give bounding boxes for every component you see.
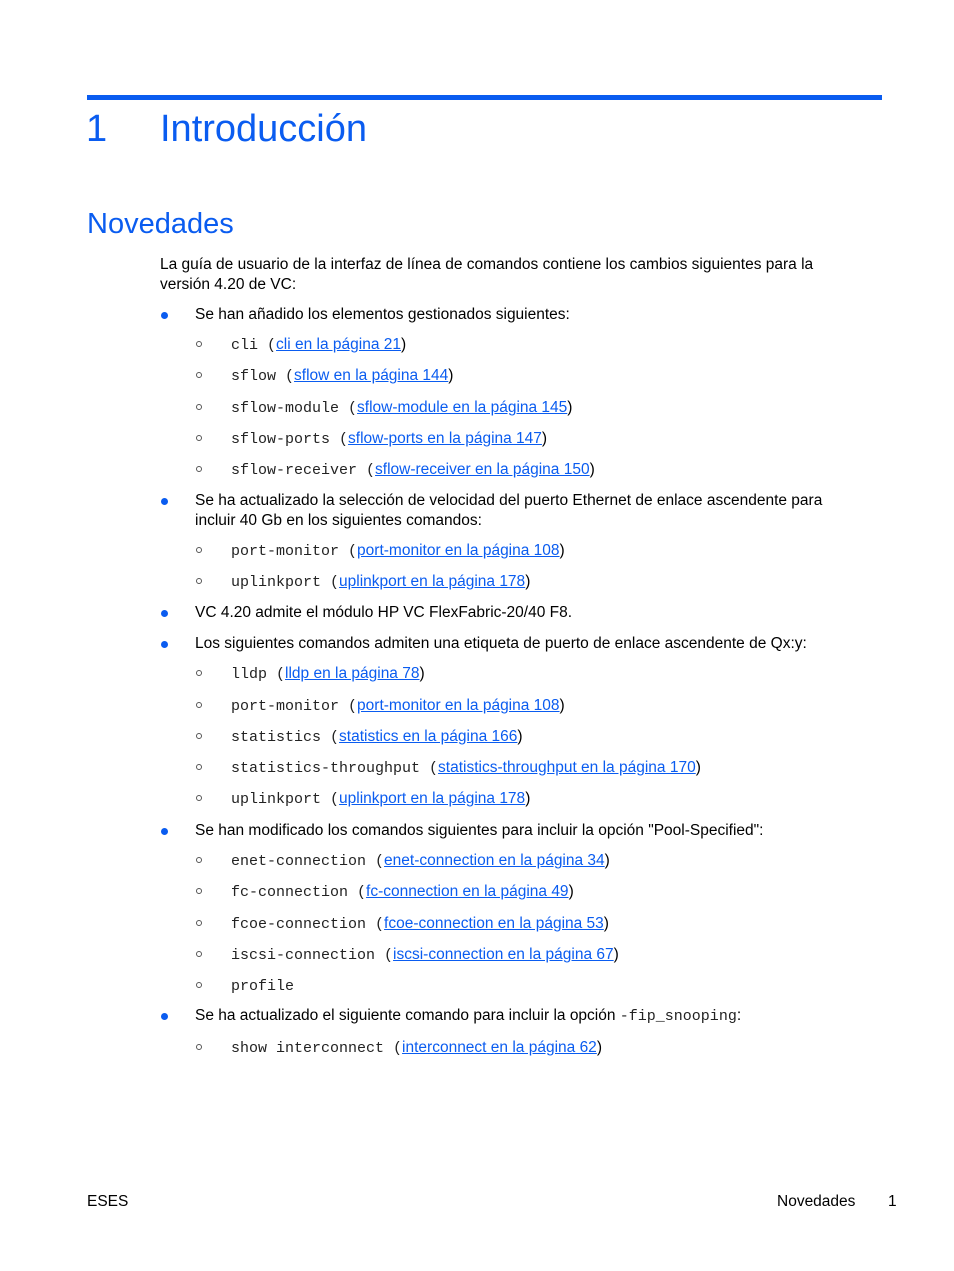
page-reference-link[interactable]: sflow-receiver en la página 150 (375, 461, 590, 478)
open-paren: ( (276, 368, 295, 385)
bullet-item (195, 821, 865, 841)
footer-page-number: 1 (888, 1193, 897, 1210)
command-item (231, 398, 572, 419)
bullet-dot-icon (161, 498, 168, 505)
section-title: Novedades (87, 208, 234, 240)
command-name: uplinkport (231, 791, 322, 808)
close-paren: ) (541, 430, 548, 447)
command-item (231, 976, 294, 997)
command-name: port-monitor (231, 543, 340, 560)
close-paren: ) (589, 461, 595, 478)
bullet-item (195, 603, 865, 623)
sub-bullet-icon (196, 404, 202, 410)
page-reference-link[interactable]: fc-connection en la página 49 (366, 883, 569, 900)
command-item (231, 664, 425, 685)
sub-bullet-icon (196, 670, 202, 676)
command-name: uplinkport (231, 574, 322, 591)
sub-bullet-icon (196, 733, 202, 739)
bullet-item (195, 305, 865, 325)
chapter-heading (86, 106, 367, 152)
command-name: iscsi-connection (231, 947, 376, 964)
command-name: profile (231, 978, 295, 995)
sub-bullet-icon (196, 578, 202, 584)
bullet-dot-icon (161, 828, 168, 835)
page-reference-link[interactable]: statistics en la página 166 (339, 728, 518, 745)
command-name: sflow-ports (231, 431, 331, 448)
close-paren: ) (559, 697, 565, 714)
bullet-item (195, 491, 865, 530)
page-reference-link[interactable]: fcoe-connection en la página 53 (384, 915, 604, 932)
command-item (231, 758, 701, 779)
close-paren: ) (613, 946, 619, 963)
command-item (231, 541, 565, 562)
open-paren: ( (339, 543, 358, 560)
chapter-title: Introducción (160, 108, 368, 150)
command-name: fcoe-connection (231, 916, 367, 933)
open-paren: ( (321, 574, 340, 591)
page-reference-link[interactable]: cli en la página 21 (276, 336, 401, 353)
command-item (231, 945, 619, 966)
close-paren: ) (517, 728, 523, 745)
bullet-text: Se ha actualizado el siguiente comando para incluir la opción (195, 1007, 620, 1024)
bullet-text: Se han modificado los comandos siguientes para incluir la opción "Pool-Specified": (195, 822, 764, 839)
page-reference-link[interactable]: sflow-module en la página 145 (357, 399, 568, 416)
close-paren: ) (525, 573, 531, 590)
command-name: port-monitor (231, 698, 340, 715)
close-paren: ) (695, 759, 701, 776)
close-paren: ) (559, 542, 565, 559)
open-paren: ( (375, 947, 394, 964)
bullet-dot-icon (161, 312, 168, 319)
close-paren: ) (604, 852, 610, 869)
chapter-number: 1 (86, 108, 108, 150)
page-reference-link[interactable]: enet-connection en la página 34 (384, 852, 605, 869)
page-reference-link[interactable]: sflow-ports en la página 147 (348, 430, 542, 447)
close-paren: ) (419, 665, 425, 682)
close-paren: ) (568, 883, 574, 900)
page-reference-link[interactable]: uplinkport en la página 178 (339, 790, 526, 807)
sub-bullet-icon (196, 1044, 202, 1050)
open-paren: ( (330, 431, 349, 448)
command-item (231, 1038, 602, 1059)
bullet-dot-icon (161, 1013, 168, 1020)
sub-bullet-icon (196, 795, 202, 801)
open-paren: ( (420, 760, 439, 777)
open-paren: ( (339, 400, 358, 417)
page-reference-link[interactable]: port-monitor en la página 108 (357, 542, 560, 559)
open-paren: ( (366, 916, 385, 933)
page-reference-link[interactable]: statistics-throughput en la página 170 (438, 759, 696, 776)
command-name: sflow (231, 368, 277, 385)
sub-bullet-icon (196, 341, 202, 347)
close-paren: ) (525, 790, 531, 807)
page-reference-link[interactable]: lldp en la página 78 (285, 665, 420, 682)
command-name: cli (231, 337, 259, 354)
sub-bullet-icon (196, 372, 202, 378)
bullet-text: VC 4.20 admite el módulo HP VC FlexFabric-20/40 F8. (195, 604, 573, 621)
open-paren: ( (321, 729, 340, 746)
open-paren: ( (339, 698, 358, 715)
page-reference-link[interactable]: uplinkport en la página 178 (339, 573, 526, 590)
command-item (231, 335, 406, 356)
sub-bullet-icon (196, 547, 202, 553)
open-paren: ( (348, 884, 367, 901)
footer-section: Novedades (777, 1193, 856, 1210)
sub-bullet-icon (196, 702, 202, 708)
open-paren: ( (384, 1040, 403, 1057)
page-reference-link[interactable]: interconnect en la página 62 (402, 1039, 597, 1056)
command-name: fc-connection (231, 884, 349, 901)
command-item (231, 727, 523, 748)
command-item (231, 882, 574, 903)
bullet-dot-icon (161, 641, 168, 648)
command-name: enet-connection (231, 853, 367, 870)
intro-paragraph: La guía de usuario de la interfaz de línea de comandos contiene los cambios siguientes para la versión 4.20 de VC: (160, 256, 814, 293)
open-paren: ( (357, 462, 376, 479)
command-item (231, 460, 595, 481)
close-paren: ) (567, 399, 573, 416)
sub-bullet-icon (196, 982, 202, 988)
bullet-suffix: : (736, 1007, 742, 1024)
command-name: sflow-module (231, 400, 340, 417)
bullet-item (195, 1006, 865, 1027)
bullet-text: Los siguientes comandos admiten una etiqueta de puerto de enlace ascendente de Qx:y: (195, 635, 807, 652)
page-reference-link[interactable]: iscsi-connection en la página 67 (393, 946, 614, 963)
sub-bullet-icon (196, 857, 202, 863)
command-item (231, 572, 530, 593)
sub-bullet-icon (196, 951, 202, 957)
command-item (231, 789, 530, 810)
open-paren: ( (258, 337, 277, 354)
open-paren: ( (321, 791, 340, 808)
close-paren: ) (596, 1039, 602, 1056)
command-item (231, 696, 565, 717)
command-item (231, 914, 609, 935)
command-name: sflow-receiver (231, 462, 358, 479)
command-name: statistics (231, 729, 322, 746)
command-name: show interconnect (231, 1040, 385, 1057)
close-paren: ) (448, 367, 454, 384)
footer-language: ESES (87, 1193, 129, 1210)
sub-bullet-icon (196, 466, 202, 472)
bullet-text: Se han añadido los elementos gestionados siguientes: (195, 306, 570, 323)
command-name: statistics-throughput (231, 760, 421, 777)
bullet-code: -fip_snooping (619, 1008, 737, 1025)
open-paren: ( (366, 853, 385, 870)
command-name: lldp (231, 666, 268, 683)
command-item (231, 366, 453, 387)
bullet-text: Se ha actualizado la selección de velocidad del puerto Ethernet de enlace ascendente para incluir 40 Gb en los siguientes comandos: (195, 492, 823, 529)
bullet-item (195, 634, 865, 654)
sub-bullet-icon (196, 764, 202, 770)
page-reference-link[interactable]: port-monitor en la página 108 (357, 697, 560, 714)
open-paren: ( (267, 666, 286, 683)
bullet-dot-icon (161, 610, 168, 617)
sub-bullet-icon (196, 888, 202, 894)
sub-bullet-icon (196, 920, 202, 926)
command-item (231, 429, 547, 450)
close-paren: ) (401, 336, 407, 353)
page-reference-link[interactable]: sflow en la página 144 (294, 367, 449, 384)
command-item (231, 851, 610, 872)
close-paren: ) (603, 915, 609, 932)
chapter-rule (87, 95, 882, 100)
sub-bullet-icon (196, 435, 202, 441)
